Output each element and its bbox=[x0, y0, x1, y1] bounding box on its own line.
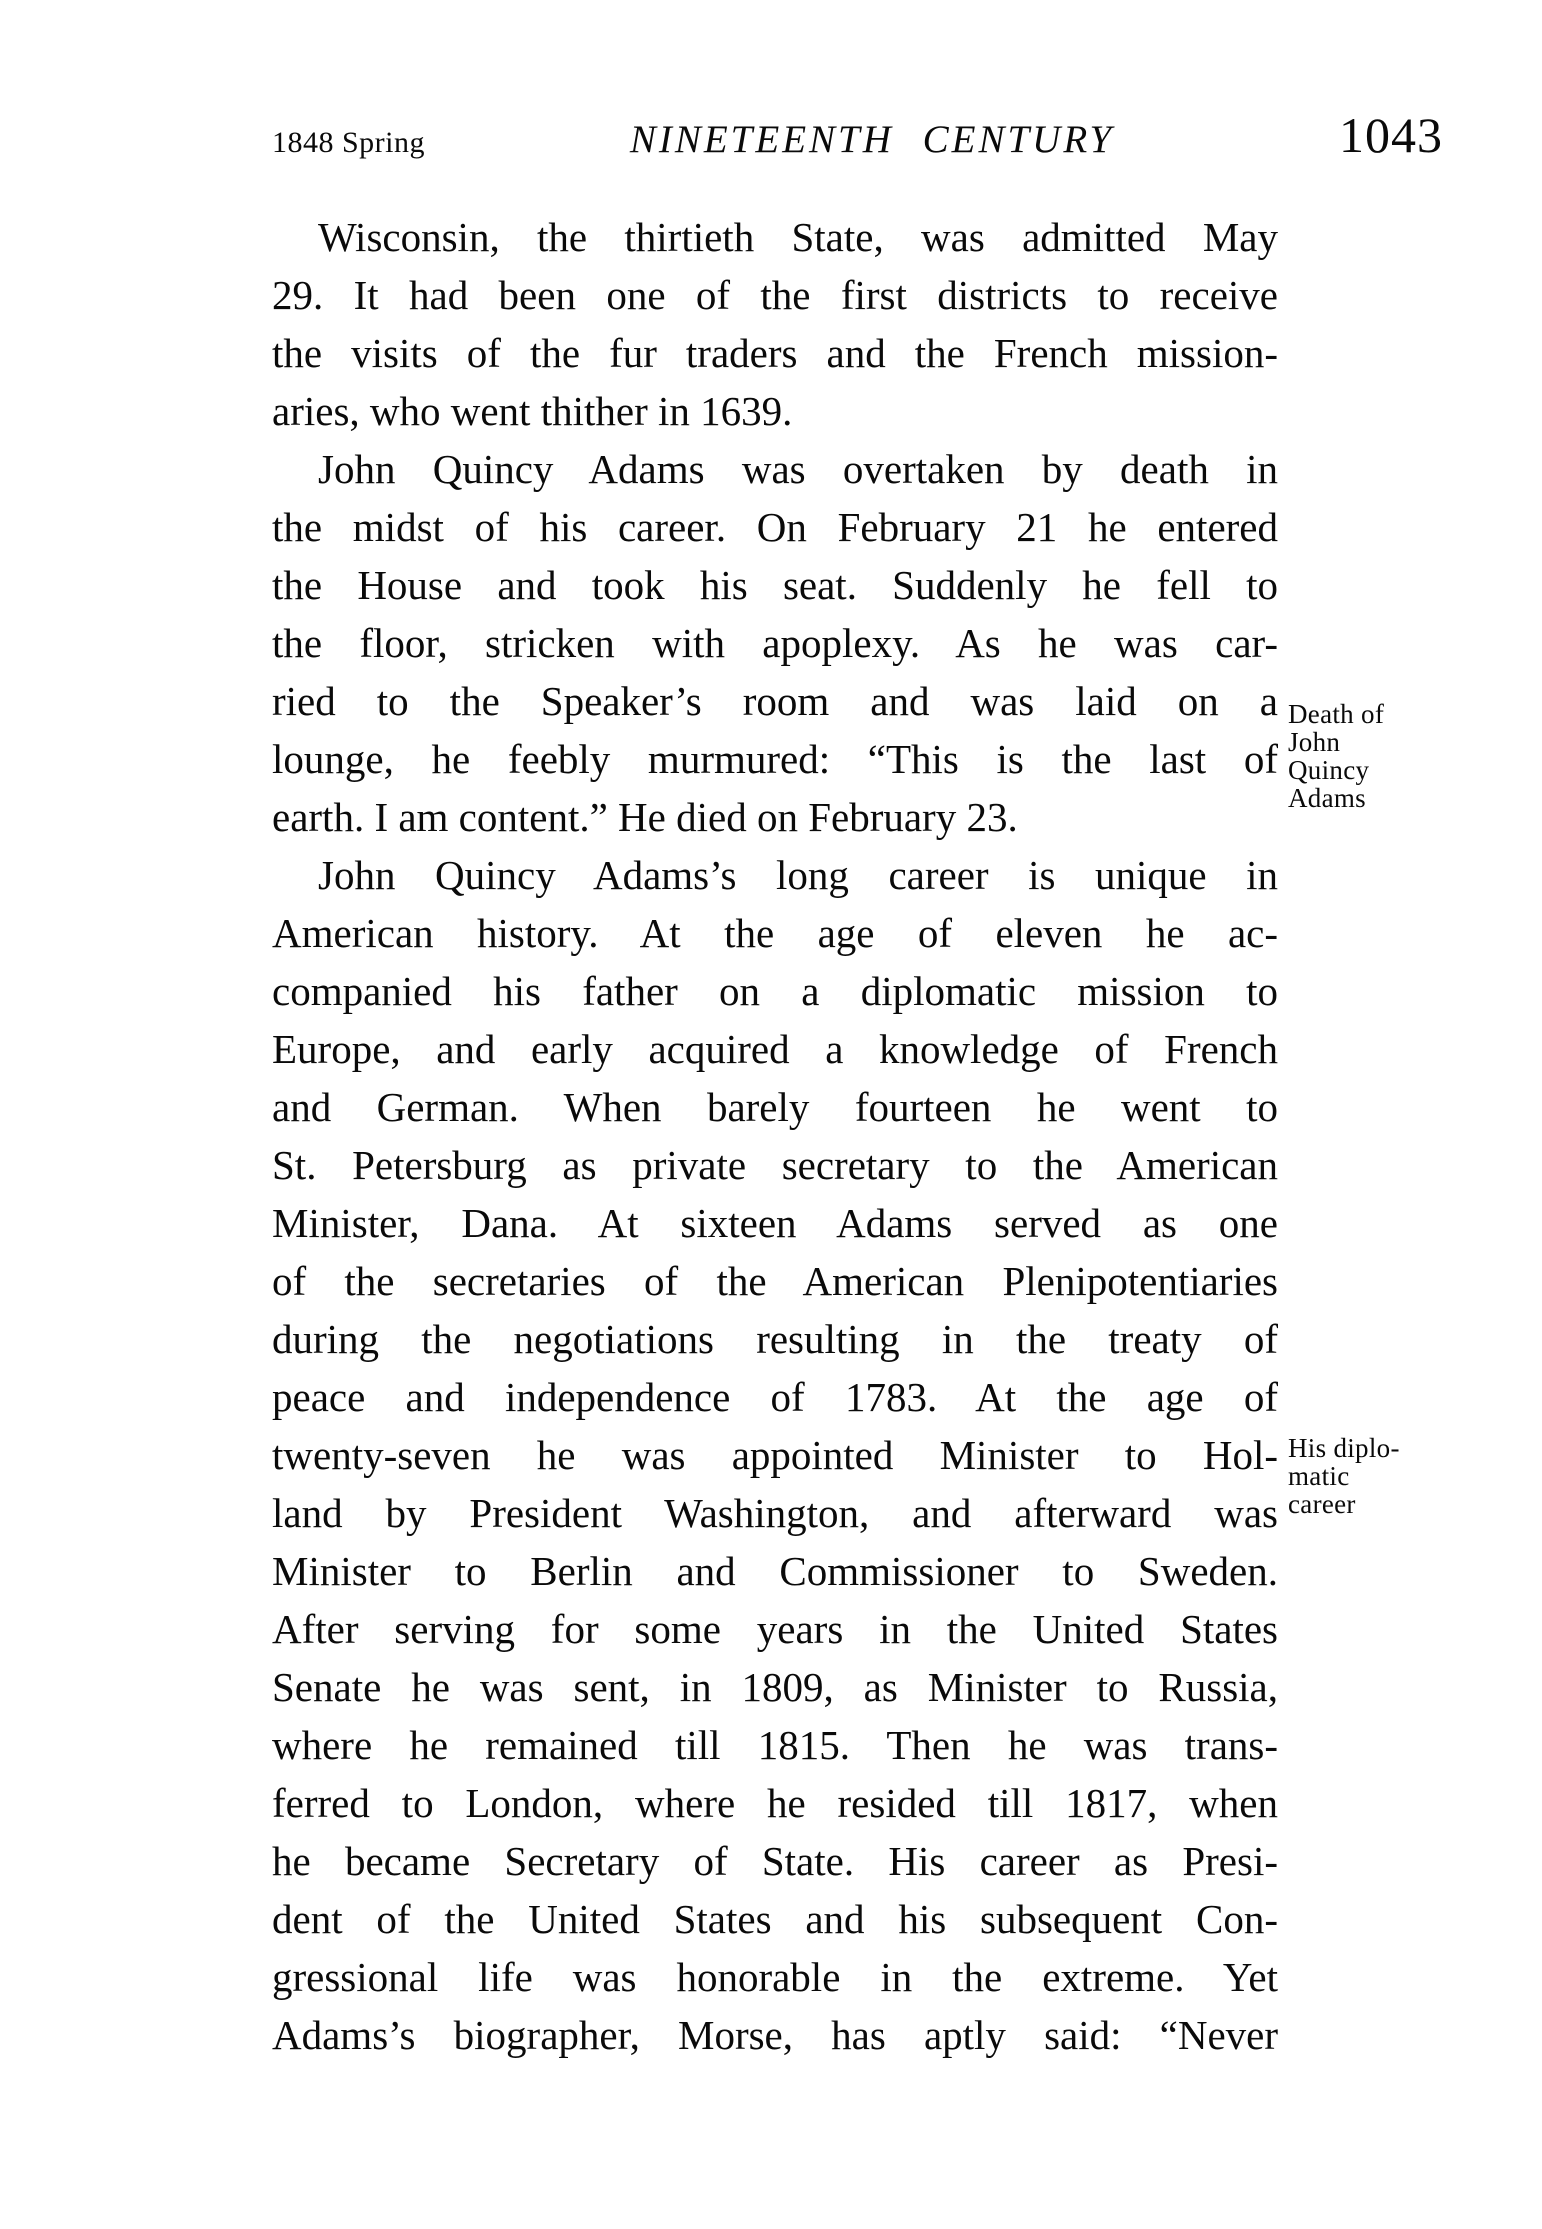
header-edition: 1848 Spring bbox=[272, 126, 426, 159]
body-line: companied his father on a diplomatic mission to bbox=[272, 968, 1278, 1014]
body-line: lounge, he feebly murmured: “This is the last of bbox=[272, 736, 1278, 782]
body-line: Adams’s biographer, Morse, has aptly said: “Never bbox=[272, 2012, 1278, 2058]
header-page-number: 1043 bbox=[1339, 107, 1443, 163]
body-line: he became Secretary of State. His career as Presi- bbox=[272, 1838, 1278, 1884]
body-line: 29. It had been one of the first districts to receive bbox=[272, 272, 1278, 318]
margin-note-line: career bbox=[1288, 1489, 1356, 1519]
body-line: Europe, and early acquired a knowledge of French bbox=[272, 1026, 1278, 1072]
body-line: dent of the United States and his subsequent Con- bbox=[272, 1896, 1278, 1942]
body-text bbox=[272, 208, 1278, 2064]
body-line: land by President Washington, and afterward was bbox=[272, 1490, 1278, 1536]
body-line: Minister to Berlin and Commissioner to Sweden. bbox=[272, 1548, 1278, 1594]
body-line: gressional life was honorable in the extreme. Yet bbox=[272, 1954, 1278, 2000]
body-line: ried to the Speaker’s room and was laid on a bbox=[272, 678, 1278, 724]
body-line: during the negotiations resulting in the treaty of bbox=[272, 1316, 1278, 1362]
body-line: Senate he was sent, in 1809, as Minister to Russia, bbox=[272, 1664, 1278, 1710]
header-running-title: NINETEENTH CENTURY bbox=[629, 118, 1115, 161]
body-line: the visits of the fur traders and the French mission- bbox=[272, 330, 1278, 376]
margin-note-line: Adams bbox=[1288, 783, 1366, 813]
body-line: St. Petersburg as private secretary to the American bbox=[272, 1142, 1278, 1188]
running-header bbox=[272, 107, 1443, 164]
body-line: American history. At the age of eleven he ac- bbox=[272, 910, 1278, 956]
body-line: Minister, Dana. At sixteen Adams served as one bbox=[272, 1200, 1278, 1246]
body-line: earth. I am content.” He died on February 23. bbox=[272, 794, 1018, 840]
body-line: and German. When barely fourteen he went to bbox=[272, 1084, 1278, 1130]
body-line: peace and independence of 1783. At the age of bbox=[272, 1374, 1278, 1420]
body-line: twenty-seven he was appointed Minister to Hol- bbox=[272, 1432, 1278, 1478]
margin-note-line: matic bbox=[1288, 1461, 1350, 1491]
body-line: John Quincy Adams was overtaken by death in bbox=[318, 446, 1278, 492]
body-line: the floor, stricken with apoplexy. As he was car- bbox=[272, 620, 1278, 666]
body-line: the midst of his career. On February 21 he entered bbox=[272, 504, 1278, 550]
body-line: of the secretaries of the American Plenipotentiaries bbox=[272, 1258, 1278, 1304]
margin-note-death-of-adams bbox=[1288, 700, 1458, 812]
body-line: Wisconsin, the thirtieth State, was admitted May bbox=[318, 214, 1278, 260]
margin-note-line: His diplo- bbox=[1288, 1433, 1400, 1463]
body-line: where he remained till 1815. Then he was trans- bbox=[272, 1722, 1278, 1768]
body-line: ferred to London, where he resided till 1817, when bbox=[272, 1780, 1278, 1826]
margin-note-diplomatic-career bbox=[1288, 1434, 1458, 1518]
body-line: John Quincy Adams’s long career is unique in bbox=[318, 852, 1278, 898]
margin-note-line: Quincy bbox=[1288, 755, 1370, 785]
body-line: the House and took his seat. Suddenly he fell to bbox=[272, 562, 1278, 608]
margin-note-line: John bbox=[1288, 727, 1341, 757]
margin-note-line: Death of bbox=[1288, 699, 1385, 729]
body-line: aries, who went thither in 1639. bbox=[272, 388, 793, 434]
body-line: After serving for some years in the United States bbox=[272, 1606, 1278, 1652]
